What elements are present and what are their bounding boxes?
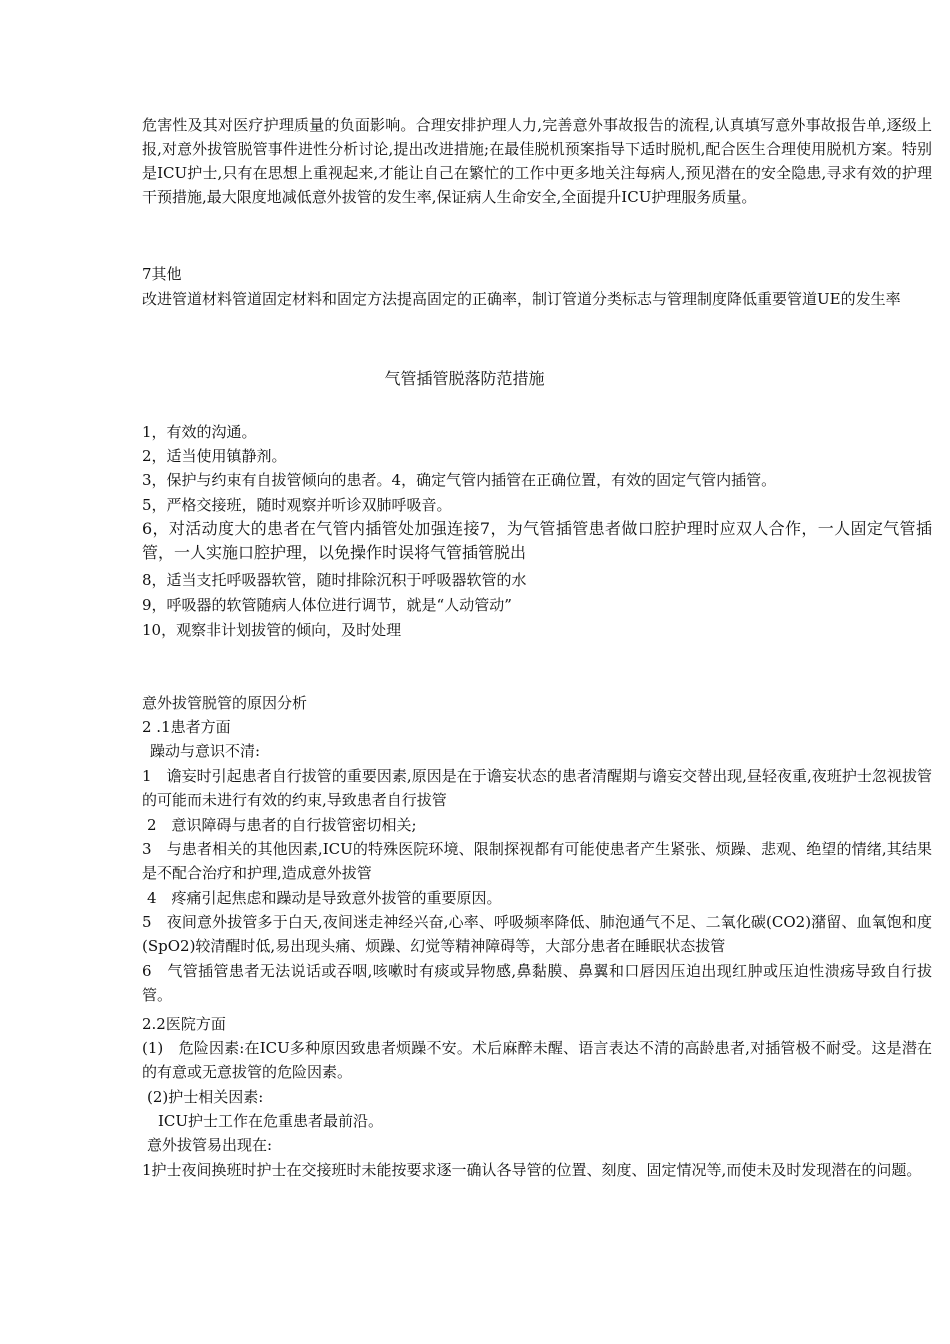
patient-subheading: 躁动与意识不清: xyxy=(150,742,261,760)
patient-heading: 2 .1患者方面 xyxy=(142,718,231,736)
measure-item: 10，观察非计划拔管的倾向，及时处理 xyxy=(142,621,402,639)
patient-item: 1 谵妄时引起患者自行拔管的重要因素,原因是在于谵妄状态的患者清醒期与谵妄交替出现,昼轻夜重,夜班护士忽视拔管的可能而未进行有效的约束,导致患者自行拔管 xyxy=(142,767,932,809)
patient-item: 3 与患者相关的其他因素,ICU的特殊医院环境、限制探视都有可能使患者产生紧张、烦躁、悲观、绝望的情绪,其结果是不配合治疗和护理,造成意外拔管 xyxy=(142,840,932,882)
hospital-item: 意外拔管易出现在: xyxy=(147,1136,273,1154)
patient-item: 6 气管插管患者无法说话或吞咽,咳嗽时有痰或异物感,鼻黏膜、鼻翼和口唇因压迫出现红肿或压迫性溃疡导致自行拔管。 xyxy=(142,962,932,1004)
hospital-item: 1护士夜间换班时护士在交接班时未能按要求逐一确认各导管的位置、刻度、固定情况等,而使未及时发现潜在的问题。 xyxy=(142,1161,922,1179)
measure-item: 6，对活动度大的患者在气管内插管处加强连接7，为气管插管患者做口腔护理时应双人合作，一人固定气管插管，一人实施口腔护理，以免操作时误将气管插管脱出 xyxy=(142,519,932,562)
patient-item: 2 意识障碍与患者的自行拔管密切相关; xyxy=(147,816,417,834)
section7-body: 改进管道材料管道固定材料和固定方法提高固定的正确率，制订管道分类标志与管理制度降低重要管道UE的发生率 xyxy=(142,290,901,308)
measure-item: 3，保护与约束有自拔管倾向的患者。4，确定气管内插管在正确位置，有效的固定气管内插管。 xyxy=(142,471,777,489)
measure-item: 9，呼吸器的软管随病人体位进行调节，就是“人动管动” xyxy=(142,596,512,614)
hospital-heading: 2.2医院方面 xyxy=(142,1015,226,1033)
intro-paragraph: 危害性及其对医疗护理质量的负面影响。合理安排护理人力,完善意外事故报告的流程,认真填写意外事故报告单,逐级上报,对意外拔管脱管事件进性分析讨论,提出改进措施;在最佳脱机预案指导下适时脱机,配合医生合理使用脱机方案。特别是ICU护士,只有在思想上重视起来,才能让自己在繁忙的工作中更多地关注每病人,预见潜在的安全隐患,寻求有效的护理干预措施,最大限度地减低意外拔管的发生率,保证病人生命安全,全面提升ICU护理服务质量。 xyxy=(142,116,932,206)
measure-item: 8，适当支托呼吸器软管，随时排除沉积于呼吸器软管的水 xyxy=(142,571,527,589)
measure-item: 1，有效的沟通。 xyxy=(142,423,257,441)
measure-item: 5，严格交接班，随时观察并听诊双肺呼吸音。 xyxy=(142,496,452,514)
measure-item: 2，适当使用镇静剂。 xyxy=(142,447,287,465)
hospital-item: (2)护士相关因素: xyxy=(147,1088,264,1106)
measures-title: 气管插管脱落防范措施 xyxy=(384,369,545,388)
hospital-item: (1) 危险因素:在ICU多种原因致患者烦躁不安。术后麻醉未醒、语言表达不清的高龄患者,对插管极不耐受。这是潜在的有意或无意拔管的危险因素。 xyxy=(142,1039,932,1081)
patient-item: 5 夜间意外拔管多于白天,夜间迷走神经兴奋,心率、呼吸频率降低、肺泡通气不足、二氧化碳(CO2)潴留、血氧饱和度(SpO2)较清醒时低,易出现头痛、烦躁、幻觉等精神障碍等，大部分患者在睡眠状态拔管 xyxy=(142,913,932,955)
section7-heading: 7其他 xyxy=(142,265,182,283)
patient-item: 4 疼痛引起焦虑和躁动是导致意外拔管的重要原因。 xyxy=(147,889,502,907)
hospital-item: ICU护士工作在危重患者最前沿。 xyxy=(158,1112,384,1130)
analysis-title: 意外拔管脱管的原因分析 xyxy=(142,694,308,712)
